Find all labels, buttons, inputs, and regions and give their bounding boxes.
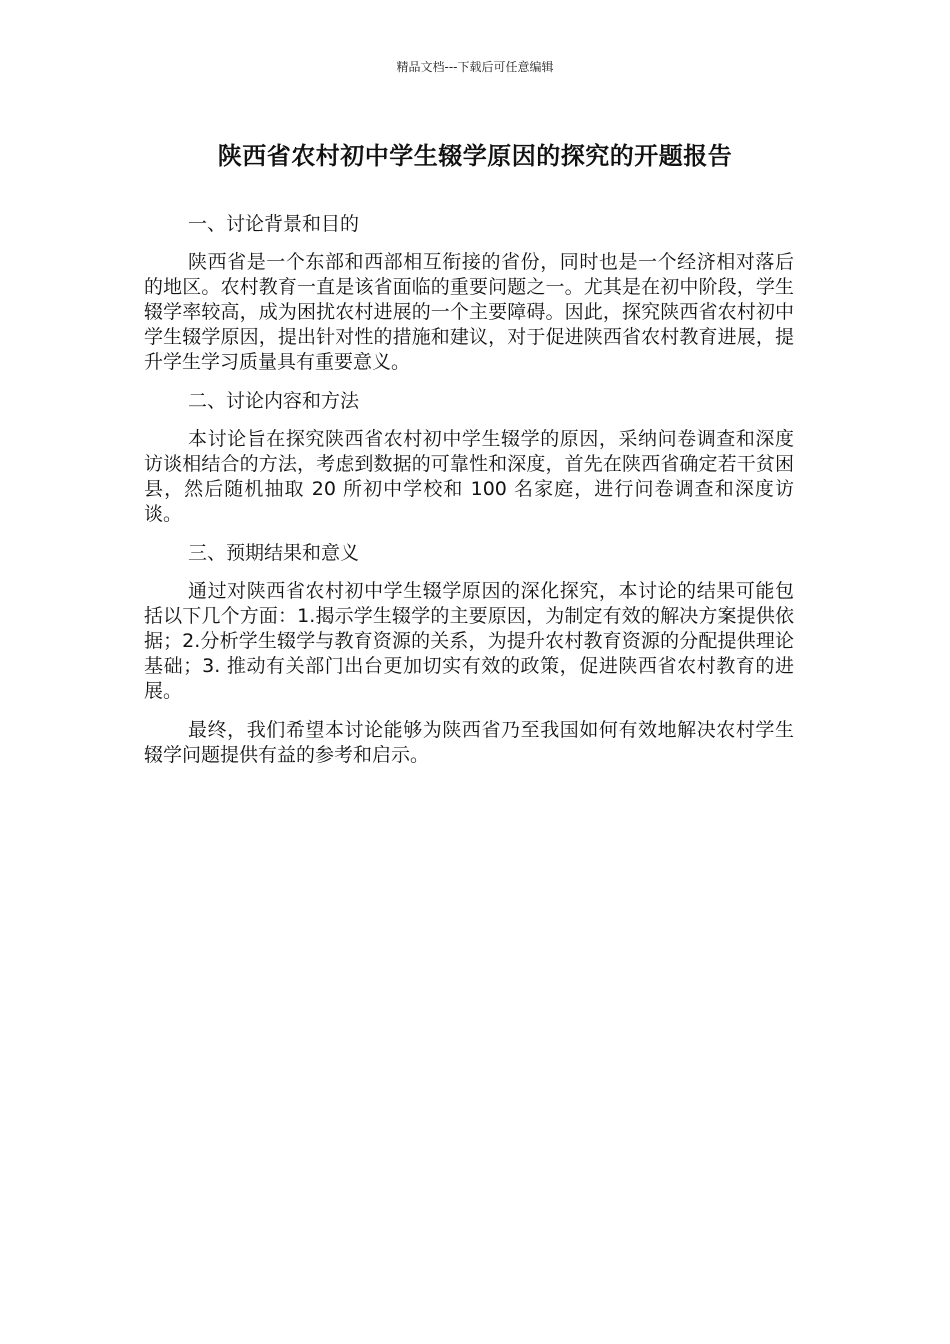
section-heading: 二、讨论内容和方法 (188, 390, 360, 412)
section-heading: 三、预期结果和意义 (188, 542, 360, 564)
paragraph: 最终，我们希望本讨论能够为陕西省乃至我国如何有效地解决农村学生辍学问题提供有益的参考和启示。 (144, 719, 794, 766)
section-content-method (144, 389, 794, 527)
document-body (144, 212, 794, 782)
section-background (144, 212, 794, 375)
paragraph: 通过对陕西省农村初中学生辍学原因的深化探究，本讨论的结果可能包括以下几个方面：1.揭示学生辍学的主要原因，为制定有效的解决方案提供依据；2.分析学生辍学与教育资源的关系，为提升农村教育资源的分配提供理论基础；3. 推动有关部门出台更加切实有效的政策，促进陕西省农村教育的进展。 (144, 580, 794, 702)
section-expected-results (144, 541, 794, 768)
section-heading: 一、讨论背景和目的 (188, 213, 360, 235)
paragraph: 本讨论旨在探究陕西省农村初中学生辍学的原因，采纳问卷调查和深度访谈相结合的方法，考虑到数据的可靠性和深度，首先在陕西省确定若干贫困县，然后随机抽取 20 所初中学校和 100 名家庭，进行问卷调查和深度访谈。 (144, 428, 794, 525)
document-title: 陕西省农村初中学生辍学原因的探究的开题报告 (217, 142, 733, 170)
header-note: 精品文档---下载后可任意编辑 (396, 60, 554, 74)
paragraph: 陕西省是一个东部和西部相互衔接的省份，同时也是一个经济相对落后的地区。农村教育一直是该省面临的重要问题之一。尤其是在初中阶段，学生辍学率较高，成为困扰农村进展的一个主要障碍。因此，探究陕西省农村初中学生辍学原因，提出针对性的措施和建议，对于促进陕西省农村教育进展，提升学生学习质量具有重要意义。 (144, 251, 794, 373)
